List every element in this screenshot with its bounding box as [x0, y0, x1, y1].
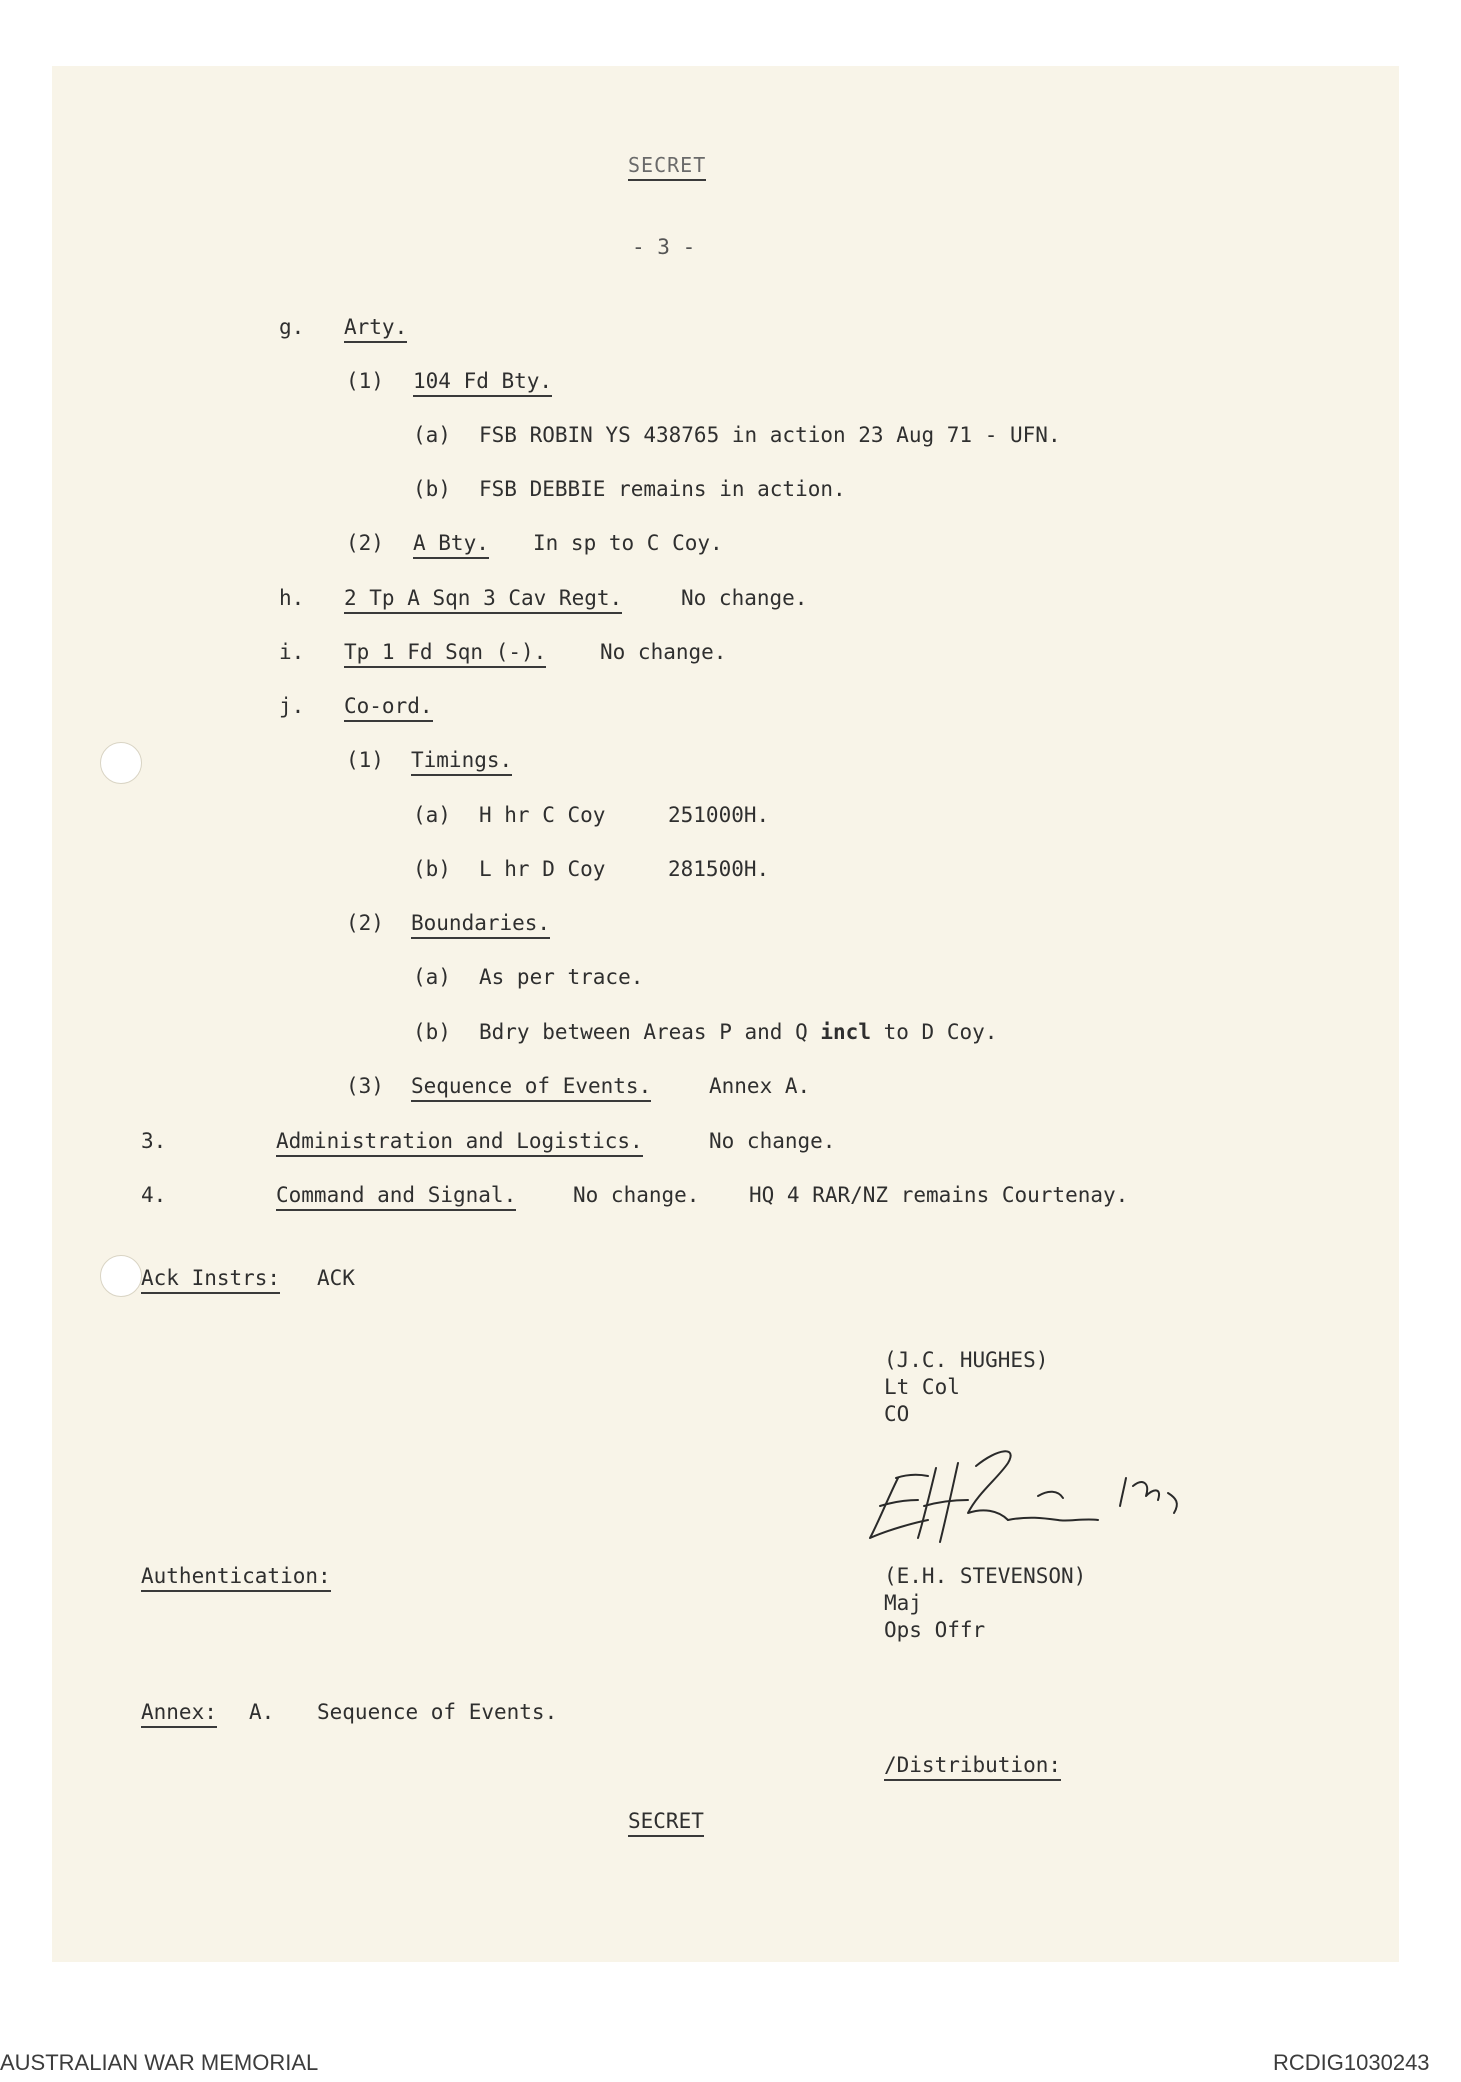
page-number: - 3 -	[632, 235, 696, 259]
item-j1b-number: (b)	[413, 857, 451, 881]
item-g2-number: (2)	[346, 531, 384, 555]
item-j2b-text-pre: Bdry between Areas P and Q	[479, 1020, 808, 1044]
item-j2a-number: (a)	[413, 965, 451, 989]
item-j2b-text	[479, 1019, 997, 1045]
item-j2b-text-bold: incl	[820, 1020, 871, 1044]
item-g1b-number: (b)	[413, 477, 451, 501]
annex-text: Sequence of Events.	[317, 1700, 558, 1724]
item-j-number: j.	[279, 694, 305, 718]
item-i-text: No change.	[600, 640, 727, 664]
item-j3-title: Sequence of Events.	[411, 1073, 651, 1102]
item-g2-title: A Bty.	[413, 530, 489, 559]
para-3-text: No change.	[709, 1129, 836, 1153]
handwritten-signature	[858, 1438, 1208, 1548]
punch-hole-upper	[100, 742, 142, 784]
item-g1-title: 104 Fd Bty.	[413, 368, 552, 397]
item-j-title: Co-ord.	[344, 693, 433, 722]
authenticator-appointment: Ops Offr	[884, 1618, 986, 1642]
para-4-text2: HQ 4 RAR/NZ remains Courtenay.	[749, 1183, 1129, 1207]
item-j1b-text: L hr D Coy	[479, 857, 606, 881]
item-j2-number: (2)	[346, 911, 384, 935]
authentication-label: Authentication:	[141, 1563, 331, 1592]
item-i-number: i.	[279, 640, 305, 664]
authenticator-rank: Maj	[884, 1591, 922, 1615]
item-j1b-value: 281500H.	[668, 857, 770, 881]
para-4-title: Command and Signal.	[276, 1182, 516, 1211]
ack-label: Ack Instrs:	[141, 1265, 280, 1294]
distribution-label: /Distribution:	[884, 1752, 1061, 1781]
item-j3-number: (3)	[346, 1074, 384, 1098]
item-g1a-number: (a)	[413, 423, 451, 447]
item-h-number: h.	[279, 586, 305, 610]
item-j2b-text-post: to D Coy.	[883, 1020, 998, 1044]
item-g1-number: (1)	[346, 369, 384, 393]
item-j1a-text: H hr C Coy	[479, 803, 606, 827]
para-4-number: 4.	[141, 1183, 167, 1207]
signatory-rank: Lt Col	[884, 1375, 960, 1399]
document-page	[52, 66, 1399, 1962]
para-4-text: No change.	[573, 1183, 700, 1207]
item-j2b-number: (b)	[413, 1020, 451, 1044]
item-j2a-text: As per trace.	[479, 965, 644, 989]
classification-footer: SECRET	[628, 1808, 704, 1837]
item-g1b-text: FSB DEBBIE remains in action.	[479, 477, 846, 501]
item-j1-title: Timings.	[411, 747, 512, 776]
signatory-name: (J.C. HUGHES)	[884, 1348, 1049, 1372]
annex-label: Annex:	[141, 1699, 217, 1728]
item-j1a-number: (a)	[413, 803, 451, 827]
item-g2-text: In sp to C Coy.	[533, 531, 723, 555]
ack-value: ACK	[317, 1266, 355, 1290]
para-3-title: Administration and Logistics.	[276, 1128, 643, 1157]
archive-reference: RCDIG1030243	[1273, 2050, 1430, 2075]
item-h-title: 2 Tp A Sqn 3 Cav Regt.	[344, 585, 622, 614]
para-3-number: 3.	[141, 1129, 167, 1153]
archive-name: AUSTRALIAN WAR MEMORIAL	[0, 2050, 319, 2075]
punch-hole-lower	[100, 1255, 142, 1297]
item-j1a-value: 251000H.	[668, 803, 770, 827]
item-h-text: No change.	[681, 586, 808, 610]
item-i-title: Tp 1 Fd Sqn (-).	[344, 639, 546, 668]
item-j1-number: (1)	[346, 748, 384, 772]
item-j3-text: Annex A.	[709, 1074, 811, 1098]
item-g-number: g.	[279, 315, 305, 339]
signatory-appointment: CO	[884, 1402, 910, 1426]
authenticator-name: (E.H. STEVENSON)	[884, 1564, 1087, 1588]
item-j2-title: Boundaries.	[411, 910, 550, 939]
item-g-title: Arty.	[344, 314, 407, 343]
item-g1a-text: FSB ROBIN YS 438765 in action 23 Aug 71 - UFN.	[479, 423, 1061, 447]
annex-letter: A.	[249, 1700, 275, 1724]
classification-header: SECRET	[628, 152, 706, 181]
